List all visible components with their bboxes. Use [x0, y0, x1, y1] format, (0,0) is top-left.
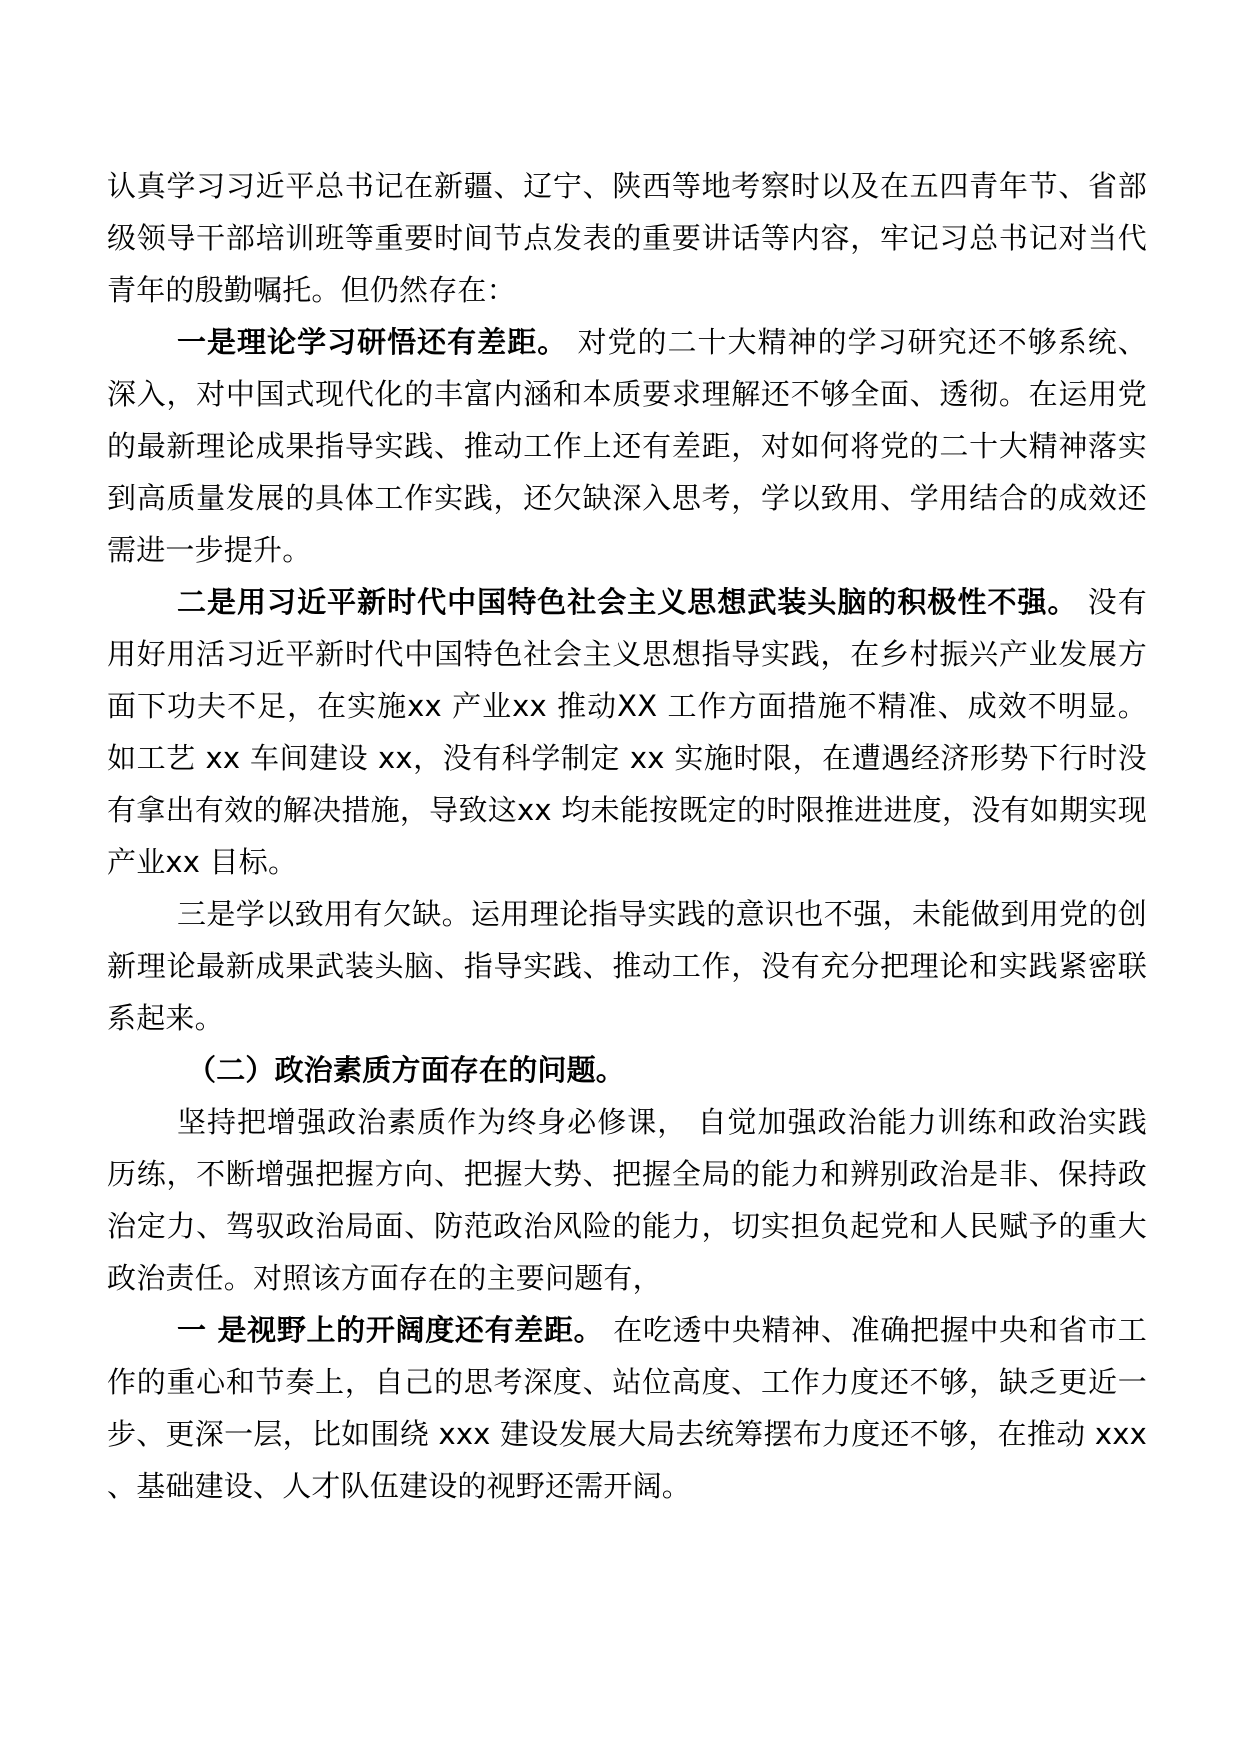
section-heading — [107, 1044, 1147, 1096]
paragraph-text: 对党的二十大精神的学习研究还不够系统、深入，对中国式现代化的丰富内涵和本质要求理解还不够全面、透彻。在运用党的最新理论成果指导实践、推动工作上还有差距，对如何将党的二十大精神落实到高质量发展的具体工作实践，还欠缺深入思考，学以致用、学用结合的成效还需进一步提升。 — [107, 325, 1147, 567]
paragraph-point-3 — [107, 888, 1147, 1044]
paragraph-point-1 — [107, 316, 1147, 576]
paragraph-text: 没有用好用活习近平新时代中国特色社会主义思想指导实践，在乡村振兴产业发展方面下功夫不足，在实施xx 产业xx 推动XX 工作方面措施不精准、成效不明显。如工艺 xx 车间建设 xx，没有科学制定 xx 实施时限，在遭遇经济形势下行时没有拿出有效的解决措施，导致这xx 均未能按既定的时限推进进度，没有如期实现产业xx 目标。 — [107, 585, 1147, 879]
paragraph-lead: 二是用习近平新时代中国特色社会主义思想武装头脑的积极性不强。 — [177, 585, 1078, 619]
paragraph-text: 在吃透中央精神、准确把握中央和省市工作的重心和节奏上，自己的思考深度、站位高度、工作力度还不够，缺乏更近一步、更深一层，比如围绕 xxx 建设发展大局去统筹摆布力度还不够，在推动 xxx 、基础建设、人才队伍建设的视野还需开阔。 — [107, 1313, 1147, 1503]
section-heading-text: （二）政治素质方面存在的问题。 — [187, 1053, 626, 1087]
paragraph-lead: 一 是视野上的开阔度还有差距。 — [177, 1313, 604, 1347]
paragraph-point-2 — [107, 576, 1147, 888]
paragraph-section-intro — [107, 1096, 1147, 1304]
document-body — [107, 160, 1147, 1512]
paragraph-text: 坚持把增强政治素质作为终身必修课， 自觉加强政治能力训练和政治实践历练，不断增强把握方向、把握大势、把握全局的能力和辨别政治是非、保持政治定力、驾驭政治局面、防范政治风险的能力，切实担负起党和人民赋予的重大政治责任。对照该方面存在的主要问题有， — [107, 1105, 1147, 1295]
paragraph-text: 认真学习习近平总书记在新疆、辽宁、陕西等地考察时以及在五四青年节、省部级领导干部培训班等重要时间节点发表的重要讲话等内容，牢记习总书记对当代青年的殷勤嘱托。但仍然存在： — [107, 169, 1147, 307]
paragraph-text: 三是学以致用有欠缺。运用理论指导实践的意识也不强，未能做到用党的创新理论最新成果武装头脑、指导实践、推动工作，没有充分把理论和实践紧密联系起来。 — [107, 897, 1147, 1035]
paragraph-lead: 一是理论学习研悟还有差距。 — [177, 325, 568, 359]
paragraph-point-4 — [107, 1304, 1147, 1512]
paragraph-intro — [107, 160, 1147, 316]
